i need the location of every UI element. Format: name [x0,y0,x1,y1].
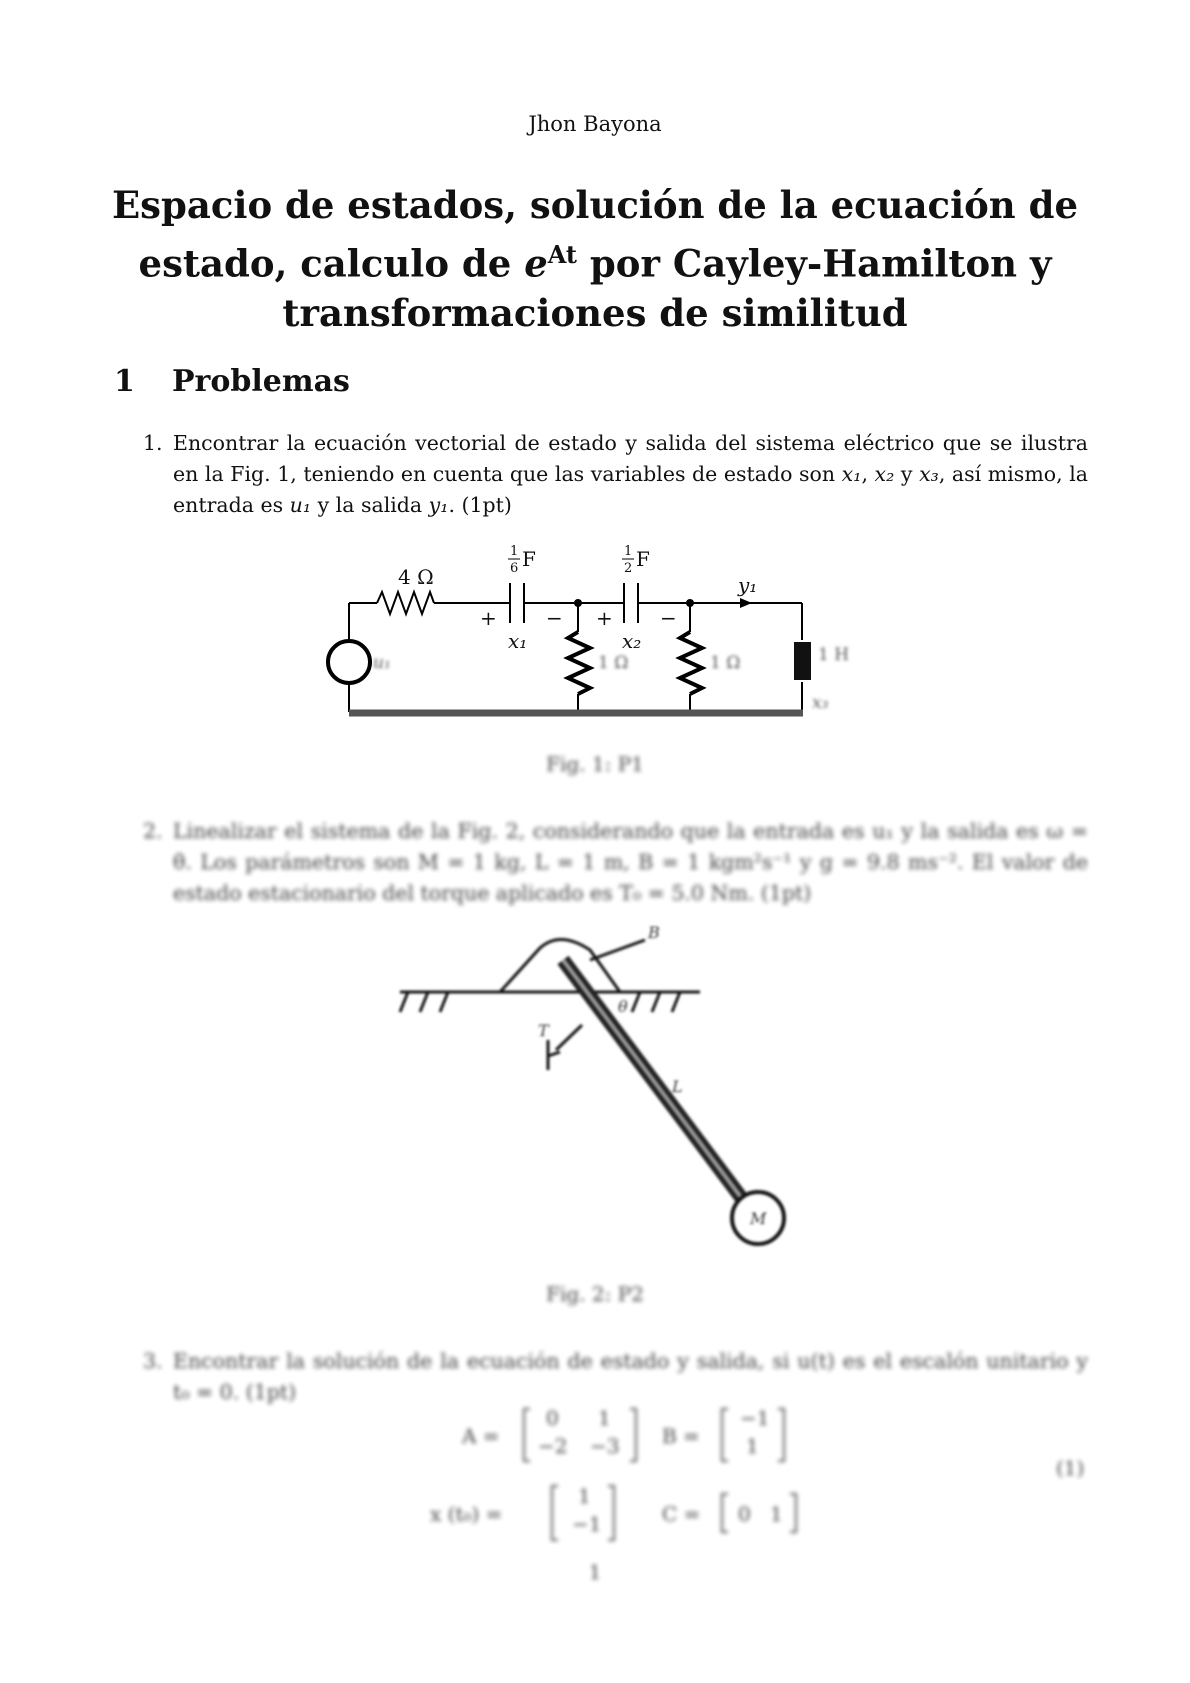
capacitor-2-label: F [636,547,650,571]
author: Jhon Bayona [528,112,662,136]
problem-1-text: Encontrar la ecuación vectorial de estado y salida del sistema eléctrico que se ilustra en la Fig. 1, teniendo en cuenta que las variables de estado son x₁, x₂ y x₃, así mismo, la entrada es u₁ y la salida y₁. (1pt) [173,431,1088,517]
x3-label: x₃ [812,693,829,713]
figure-1-caption: Fig. 1: P1 [546,752,644,776]
node-1 [574,599,582,607]
ground-hatch [400,992,680,1012]
problem-2-text: Linealizar el sistema de la Fig. 2, considerando que la entrada es u₁ y la salida es ω = θ̇. Los parámetros son M = 1 kg, L = 1 m, B = 1 kgm²s⁻¹ y g = 9.8 ms⁻². El valor de estado estacionario del torque aplicado es T₀ = 5.0 Nm. (1pt) [173,819,1088,905]
title-line-3: transformaciones de similitud [282,291,908,336]
x2-label: x₂ [622,629,642,653]
current-arrow [740,598,752,608]
svg-text:6: 6 [510,561,519,576]
label-theta: θ [618,997,628,1016]
matrix-b-2: 1 [746,1434,759,1458]
source-label: u₁ [373,653,391,673]
cap1-minus: − [546,606,563,630]
problem-3-number: 3. [143,1349,163,1373]
capacitor-1-label: F [522,547,536,571]
label-l: L [672,1077,683,1096]
figure-2-pendulum [0,910,1190,1270]
resistor-3 [680,632,702,694]
title-line-1: Espacio de estados, solución de la ecuación de [111,183,1078,227]
svg-text:1: 1 [624,544,633,559]
label-m: M [750,1209,767,1228]
matrix-b-1: −1 [740,1406,770,1430]
matrix-b-label: B = [662,1424,700,1448]
r2-label: 1 Ω [598,653,629,673]
label-t: T [538,1021,549,1040]
matrix-c-1: 0 [738,1502,751,1526]
initial-state-label: x (t₀) = [430,1502,503,1526]
matrix-c-label: C = [662,1502,701,1526]
matrix-a-22: −3 [590,1434,620,1458]
voltage-source [328,641,370,683]
figure-2-caption: Fig. 2: P2 [546,1282,644,1306]
page-number: 1 [588,1560,602,1584]
node-2 [686,599,694,607]
section-heading [114,364,350,399]
matrix-a-21: −2 [538,1434,568,1458]
initial-state-1: 1 [578,1484,591,1508]
x1-label: x₁ [508,629,528,653]
title-line-2: estado, calculo de $e^{At}$ por Cayley-Hamilton y [138,240,1052,286]
section-number: 1 [114,364,135,399]
r3-label: 1 Ω [710,653,741,673]
initial-state-2: −1 [572,1512,602,1536]
matrix-a-11: 0 [546,1406,559,1430]
resistor-2 [568,632,590,694]
label-b: B [648,923,660,942]
cap2-minus: − [660,606,677,630]
matrix-a-12: 1 [598,1406,611,1430]
cap2-plus: + [596,606,613,630]
matrix-a-label: A = [462,1424,500,1448]
problem-1-number: 1. [143,431,163,455]
problem-3 [143,1346,1088,1408]
svg-text:1: 1 [510,544,519,559]
cap1-plus: + [480,606,497,630]
svg-text:2: 2 [624,561,633,576]
problem-1 [143,428,1088,521]
resistor-4ohm-label: 4 Ω [398,565,434,589]
problem-2-number: 2. [143,819,163,843]
matrix-c-2: 1 [770,1502,783,1526]
resistor-4ohm [377,592,434,614]
problem-2 [143,816,1088,909]
problem-3-text: Encontrar la solución de la ecuación de estado y salida, si u(t) es el escalón unitario y t₀ = 0. (1pt) [173,1349,1088,1404]
equation-number: (1) [1056,1456,1085,1480]
figure-1-circuit [0,520,1190,720]
damper-arrow [590,940,645,960]
inductor [794,642,811,680]
matrix-c-brackets [718,1490,800,1536]
section-title: Problemas [172,364,350,399]
inductor-label: 1 H [818,645,850,665]
y1-label: y₁ [738,573,758,597]
paper-title [100,180,1090,338]
